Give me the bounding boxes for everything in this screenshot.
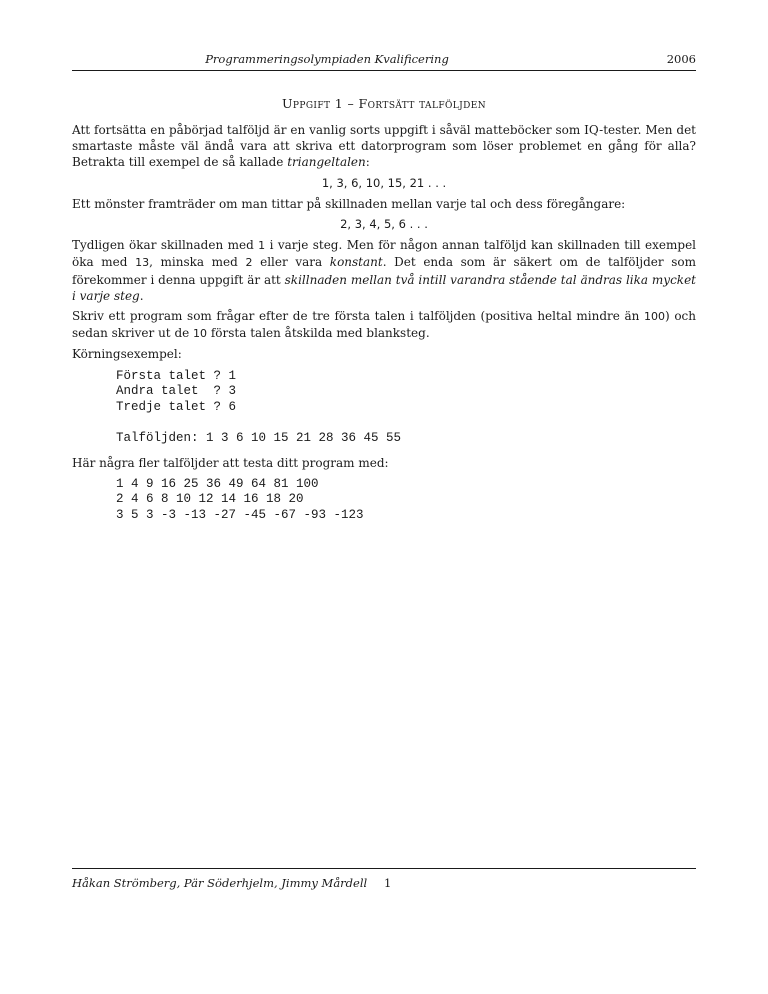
run-example-line: Första talet ? 1 — [116, 368, 237, 383]
sequence-triangular: 1, 3, 6, 10, 15, 21 . . . — [321, 175, 447, 190]
footer-rule — [72, 868, 696, 869]
header-rule — [72, 70, 696, 71]
blank-line — [116, 415, 696, 431]
number-value: 2 — [245, 256, 253, 270]
text-segment: . Det enda som är säkert om de talföljder som förekommer i denna uppgift är att — [72, 255, 696, 287]
text-segment: Tydligen ökar skillnaden med — [72, 238, 259, 253]
text-segment: . — [139, 288, 144, 303]
text-segment: Skriv ett program som frågar efter de tre första talen i talföljden (positiva heltal mindre än — [72, 309, 645, 324]
sequence-differences: 2, 3, 4, 5, 6 . . . — [340, 217, 428, 232]
running-header — [72, 52, 696, 70]
text-segment: i varje steg. Men för någon annan talföljd kan skillnaden till exempel öka med — [72, 238, 697, 270]
emphasis-text: skillnaden mellan två intill varandra stående tal ändras lika mycket i varje steg — [72, 272, 697, 303]
run-example-block — [116, 369, 696, 447]
test-sequences-block — [116, 477, 696, 524]
test-sequence: 3 5 3 -3 -13 -27 -45 -67 -93 -123 — [116, 508, 364, 522]
run-example-result — [116, 431, 696, 447]
text-segment: första talen åtskilda med blanksteg. — [207, 326, 430, 341]
text-segment: ) och sedan skriver ut de — [72, 309, 697, 341]
result-label: Talföljden: — [116, 431, 199, 446]
header-year: 2006 — [666, 52, 696, 66]
problem-body — [72, 122, 696, 532]
intro-text: Att fortsätta en påbörjad talföljd är en vanlig sorts uppgift i såväl matteböcker som IQ-tester. Men det smartaste måste väl ändå vara att skriva ett datorprogram som löser problemet en gång för alla? Betrakta till exempel de så kallade — [72, 123, 696, 170]
intro-paragraph — [72, 122, 696, 171]
page-number: 1 — [384, 876, 392, 890]
pattern-paragraph: Ett mönster framträder om man tittar på skillnaden mellan varje tal och dess föregångare: — [72, 196, 626, 211]
test-sequence: 2 4 6 8 10 12 14 16 18 20 — [116, 492, 304, 507]
result-values: 1 3 6 10 15 21 28 36 45 55 — [198, 431, 402, 446]
test-sequence: 1 4 9 16 25 36 49 64 81 100 — [116, 476, 319, 491]
emphasis-text: konstant — [329, 255, 383, 270]
footer-authors: Håkan Strömberg, Pär Söderhjelm, Jimmy Mårdell — [72, 876, 368, 890]
header-title: Programmeringsolympiaden Kvalificering — [205, 52, 449, 66]
number-value: 13 — [135, 256, 150, 270]
intro-emphasis: triangeltalen — [287, 155, 366, 170]
text-segment: eller vara — [252, 255, 330, 270]
intro-tail: : — [365, 155, 370, 170]
more-tests-label: Här några fler talföljder att testa ditt program med: — [72, 455, 389, 470]
run-example-line: Andra talet ? 3 — [116, 384, 237, 399]
number-value: 100 — [644, 310, 666, 324]
text-segment: , minska med — [149, 255, 246, 270]
task-paragraph — [72, 308, 696, 342]
number-value: 1 — [258, 239, 266, 253]
example-label: Körningsexempel: — [72, 347, 182, 362]
running-footer — [72, 876, 696, 890]
problem-title: Uppgift 1 – Fortsätt talföljden — [281, 96, 486, 111]
number-value: 10 — [193, 327, 208, 341]
document-page — [72, 0, 696, 994]
run-example-line: Tredje talet ? 6 — [116, 399, 237, 414]
difference-paragraph — [72, 237, 696, 304]
